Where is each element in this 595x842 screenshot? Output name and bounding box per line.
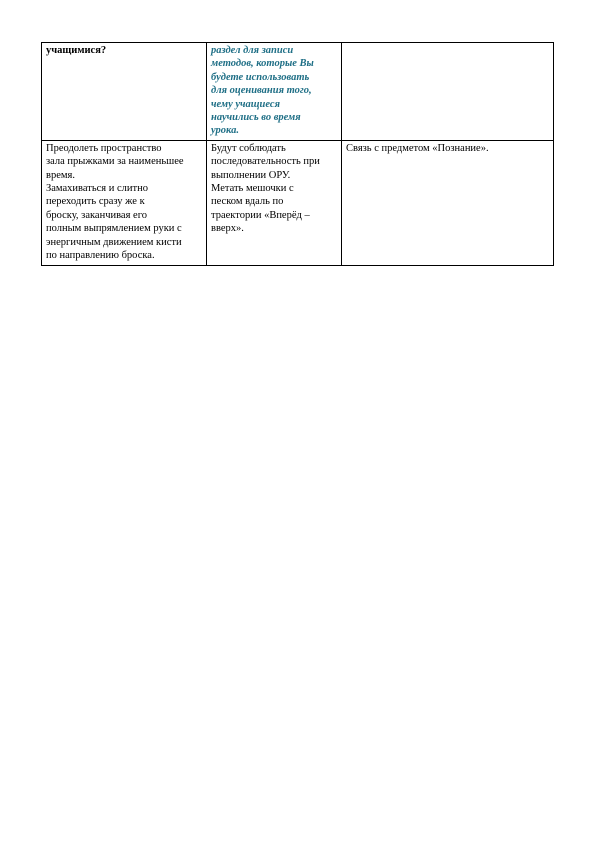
row1-col2-cell — [207, 43, 342, 141]
note-line: будете использовать — [211, 71, 310, 83]
row1-col1-cell — [42, 43, 207, 141]
criteria-line: выполнении ОРУ. — [211, 169, 291, 181]
table-row — [42, 140, 554, 265]
objective-line: Преодолеть пространство — [46, 142, 162, 154]
objective-line: полным выпрямлением руки с — [46, 223, 182, 235]
criteria-line: Метать мешочки с — [211, 183, 294, 195]
criteria-line: Будут соблюдать — [211, 142, 286, 154]
question-text: учащимися? — [46, 45, 107, 56]
objective-line: зала прыжками за наименьшее — [46, 156, 184, 168]
note-line: методов, которые Вы — [211, 58, 314, 70]
note-line: для оценивания того, — [211, 85, 312, 97]
objective-line: время. — [46, 169, 75, 181]
objective-line: энергичным движением кисти — [46, 236, 182, 248]
table-row — [42, 43, 554, 141]
criteria-line: вверх». — [211, 223, 244, 235]
row1-col3-cell — [342, 43, 554, 141]
note-line: урока. — [211, 125, 239, 137]
objective-line: броску, заканчивая его — [46, 209, 147, 221]
criteria-line: песком вдаль по — [211, 196, 284, 208]
row2-col2-cell — [207, 140, 342, 265]
lesson-plan-table — [41, 42, 554, 266]
criteria-line: последовательность при — [211, 156, 320, 168]
subject-link-text: Связь с предметом «Познание». — [346, 142, 489, 154]
note-line: чему учащиеся — [211, 98, 280, 110]
row2-col1-cell — [42, 140, 207, 265]
note-line: научились во время — [211, 112, 301, 124]
note-line: раздел для записи — [211, 45, 294, 56]
objective-line: переходить сразу же к — [46, 196, 145, 208]
criteria-line: траектории «Вперёд – — [211, 209, 310, 221]
row2-col3-cell — [342, 140, 554, 265]
objective-line: Замахиваться и слитно — [46, 183, 148, 195]
objective-line: по направлению броска. — [46, 250, 155, 262]
